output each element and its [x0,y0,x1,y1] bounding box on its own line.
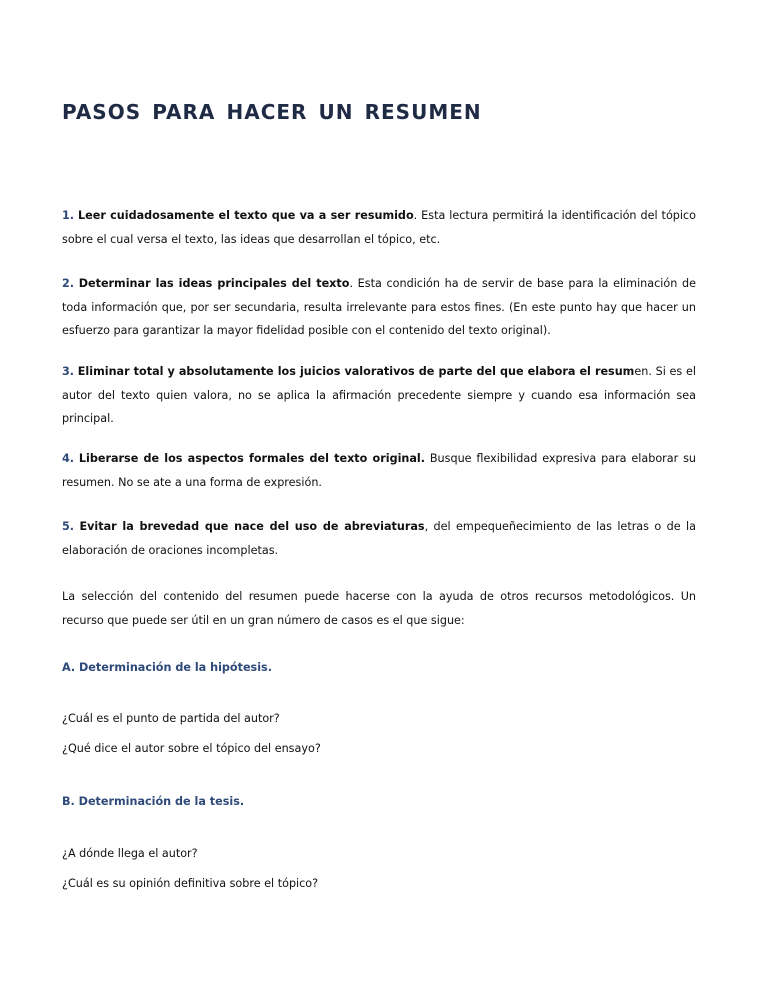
step-2 [62,272,696,343]
step-5 [62,515,696,562]
step-heading: Evitar la brevedad que nace del uso de abreviaturas [79,520,425,533]
step-heading: Eliminar total y absolutamente los juicios valorativos de parte del que elabora el resum [77,365,635,378]
intro-paragraph: La selección del contenido del resumen puede hacerse con la ayuda de otros recursos metodológicos. Un recurso que puede ser útil en un gran número de casos es el que sigue: [62,590,696,627]
section-b-question: ¿A dónde llega el autor? [62,847,198,860]
step-heading: Leer cuidadosamente el texto que va a ser resumido [78,209,414,222]
step-4 [62,447,696,494]
step-text: . Esta condición ha de servir de base para la eliminación de toda información que, por ser secundaria, resulta irrelevante para estos fines. (En este punto hay que hacer un esfuerzo para garantizar la mayor fidelidad posible con el contenido del texto original). [62,277,696,337]
step-text: . Esta lectura permitirá la identificación del tópico sobre el cual versa el texto, las ideas que desarrollan el tópico, etc. [62,209,696,246]
step-text: en. Si es el autor del texto quien valora, no se aplica la afirmación precedente siempre y cuando esa información sea principal. [62,365,696,425]
step-heading: Liberarse de los aspectos formales del texto original. [78,452,426,465]
step-number: 4. [62,452,75,465]
step-heading: Determinar las ideas principales del texto [78,277,350,290]
step-3 [62,360,696,431]
section-a-question: ¿Cuál es el punto de partida del autor? [62,712,280,725]
section-a-question: ¿Qué dice el autor sobre el tópico del ensayo? [62,742,321,755]
step-text: , del empequeñecimiento de las letras o de la elaboración de oraciones incompletas. [62,520,697,557]
step-text: Busque flexibilidad expresiva para elaborar su resumen. No se ate a una forma de expresión. [62,452,696,489]
step-number: 2. [62,277,75,290]
step-1 [62,204,696,251]
section-a-heading: A. Determinación de la hipótesis. [62,661,272,674]
section-b-heading: B. Determinación de la tesis. [62,795,245,808]
step-number: 1. [62,209,75,222]
step-number: 5. [62,520,75,533]
section-b-question: ¿Cuál es su opinión definitiva sobre el tópico? [62,877,319,890]
step-number: 3. [62,365,75,378]
page-title: pasos para hacer un resumen [62,92,482,126]
